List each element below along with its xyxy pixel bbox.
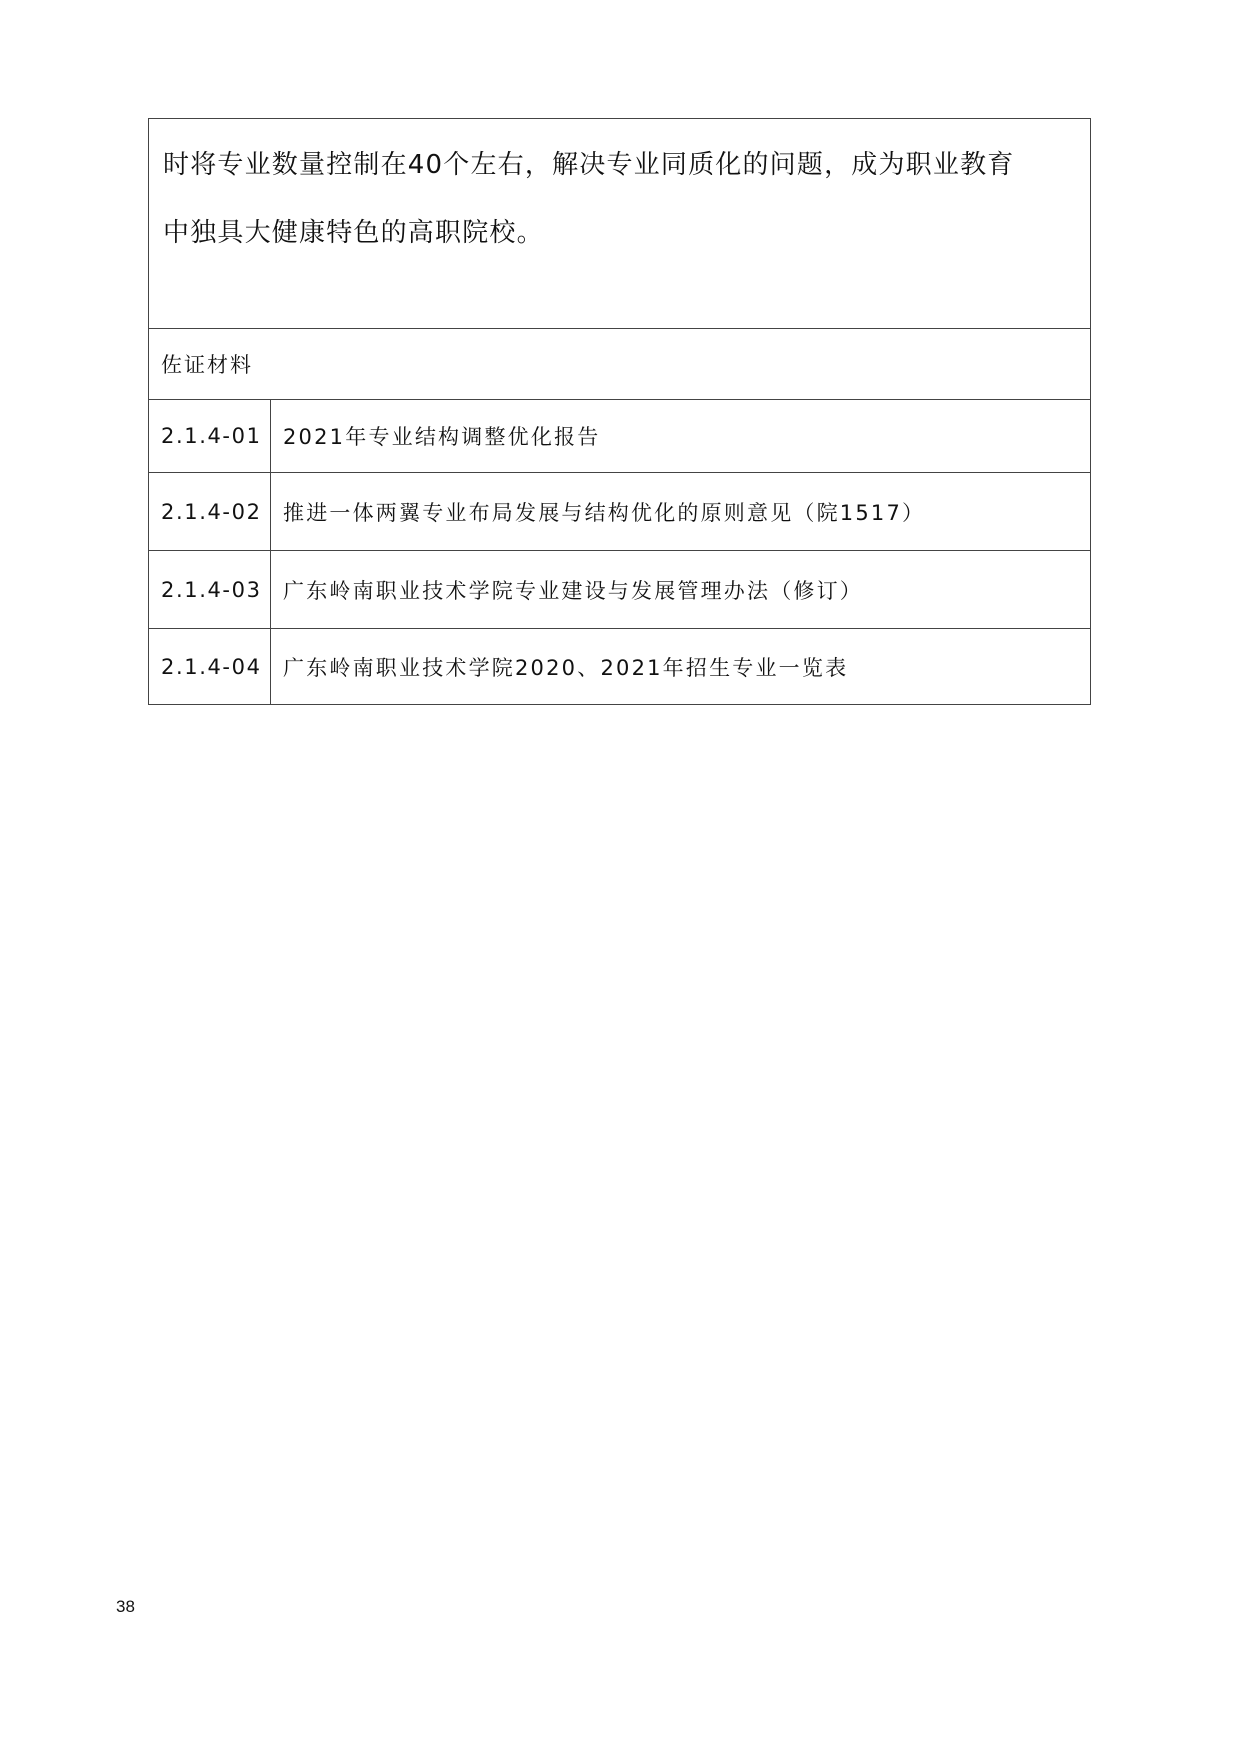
intro-row — [149, 119, 1091, 329]
intro-paragraph — [149, 119, 1091, 329]
evidence-label-row — [149, 329, 1091, 400]
evidence-code: 2.1.4-04 — [149, 629, 271, 705]
table-row — [149, 473, 1091, 551]
evidence-title: 2021年专业结构调整优化报告 — [271, 400, 1091, 473]
evidence-table — [148, 118, 1091, 705]
table-row — [149, 400, 1091, 473]
table-row — [149, 629, 1091, 705]
evidence-code: 2.1.4-03 — [149, 551, 271, 629]
evidence-code: 2.1.4-01 — [149, 400, 271, 473]
page-number: 38 — [116, 1597, 135, 1616]
evidence-title: 广东岭南职业技术学院专业建设与发展管理办法（修订） — [271, 551, 1091, 629]
intro-line-1: 时将专业数量控制在40个左右，解决专业同质化的问题，成为职业教育 — [163, 150, 1015, 180]
evidence-code: 2.1.4-02 — [149, 473, 271, 551]
evidence-title: 推进一体两翼专业布局发展与结构优化的原则意见（院1517） — [271, 473, 1091, 551]
table-row — [149, 551, 1091, 629]
evidence-label: 佐证材料 — [149, 329, 1091, 400]
intro-line-2: 中独具大健康特色的高职院校。 — [163, 218, 544, 248]
evidence-title: 广东岭南职业技术学院2020、2021年招生专业一览表 — [271, 629, 1091, 705]
